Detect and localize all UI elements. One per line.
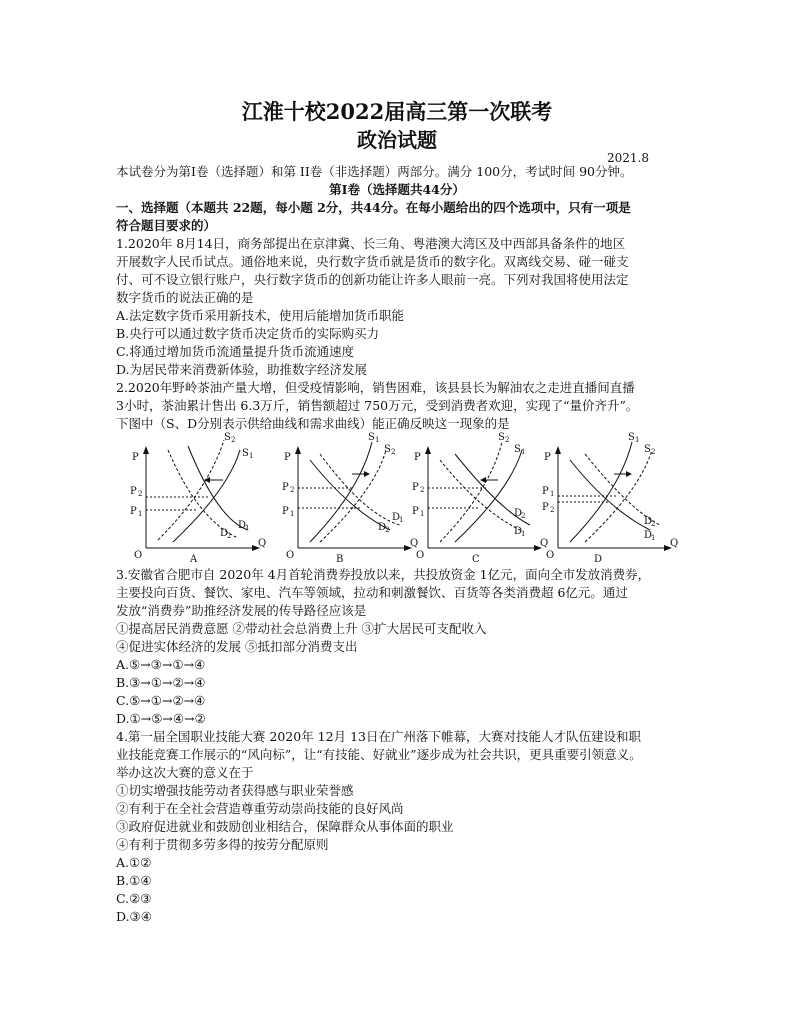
svg-text:1: 1	[249, 452, 254, 460]
svg-text:O: O	[546, 550, 555, 561]
svg-text:1: 1	[550, 490, 555, 498]
svg-text:S: S	[384, 444, 391, 455]
q4-item: ②有利于在全社会营造尊重劳动崇尚技能的良好风尚	[116, 801, 404, 816]
q2-stem: 下图中（S、D分别表示供给曲线和需求曲线）能正确反映这一现象的是	[116, 416, 510, 431]
intro-text: 本试卷分为第Ⅰ卷（选择题）和第 II卷（非选择题）两部分。满分 100分，考试时间 90分钟。	[116, 164, 633, 179]
svg-text:S: S	[498, 432, 505, 443]
q1-option-d: D.为居民带来消费新体验，助推数字经济发展	[116, 362, 368, 377]
q3-option-d: D.①→⑤→④→②	[116, 711, 206, 726]
graph-c	[410, 430, 560, 570]
section-title: 第Ⅰ卷（选择题共44分）	[329, 182, 465, 197]
q1-stem: 数字货币的说法正确的是	[116, 290, 254, 305]
svg-text:2: 2	[231, 436, 236, 444]
svg-text:1: 1	[521, 530, 526, 538]
exam-title: 江淮十校2022届高三第一次联考	[241, 99, 553, 124]
q4-stem: 举办这次大赛的意义在于	[116, 765, 254, 780]
svg-text:P: P	[130, 486, 137, 497]
q4-option-a: A.①②	[116, 855, 152, 870]
svg-text:1: 1	[635, 436, 640, 444]
svg-text:P: P	[284, 452, 291, 463]
q1-option-b: B.央行可以通过数字货币决定货币的实际购买力	[116, 326, 380, 341]
q4-option-c: C.②③	[116, 891, 152, 906]
svg-text:P: P	[412, 506, 419, 517]
q4-option-d: D.③④	[116, 909, 152, 924]
graph-d-letter: D	[594, 554, 603, 565]
svg-text:1: 1	[245, 524, 250, 532]
svg-text:2: 2	[550, 506, 555, 514]
q3-stem: 主要投向百货、餐饮、家电、汽车等领域，拉动和刺激餐饮、百货等各类消费超 6亿元。通过	[116, 585, 628, 600]
svg-text:1: 1	[375, 436, 380, 444]
svg-text:D: D	[644, 530, 653, 541]
q1-stem: 开展数字人民币试点。通俗地来说，央行数字货币就是货币的数字化。双离线交易、碰一碰支	[116, 254, 629, 269]
svg-text:1: 1	[651, 534, 656, 542]
q1-option-c: C.将通过增加货币流通量提升货币流通速度	[116, 344, 355, 359]
exam-subtitle: 政治试题	[357, 128, 437, 152]
graph-a-letter: A	[190, 554, 198, 565]
svg-text:D: D	[378, 522, 387, 533]
svg-text:2: 2	[138, 490, 143, 498]
graph-c-letter: C	[472, 554, 480, 565]
svg-text:P: P	[542, 502, 549, 513]
svg-text:2: 2	[521, 512, 526, 520]
svg-text:1: 1	[420, 510, 425, 518]
q4-option-b: B.①④	[116, 873, 152, 888]
svg-text:P: P	[542, 486, 549, 497]
q3-option-a: A.⑤→③→①→④	[116, 657, 206, 672]
svg-text:P: P	[414, 452, 421, 463]
svg-text:S: S	[368, 432, 375, 443]
svg-text:O: O	[134, 550, 143, 561]
graph-a	[128, 430, 278, 570]
svg-text:D: D	[238, 520, 247, 531]
svg-text:2: 2	[651, 448, 656, 456]
svg-text:S: S	[628, 432, 635, 443]
svg-text:2: 2	[505, 436, 510, 444]
svg-text:1: 1	[290, 510, 295, 518]
graph-b-letter: B	[336, 554, 344, 565]
svg-text:2: 2	[391, 448, 396, 456]
section-instruction: 符合题目要求的）	[116, 218, 217, 233]
svg-text:D: D	[392, 512, 401, 523]
svg-text:D: D	[220, 528, 229, 539]
svg-text:P: P	[282, 482, 289, 493]
q4-item: ③政府促进就业和鼓励创业相结合，保障群众从事体面的职业	[116, 819, 454, 834]
svg-text:Q: Q	[670, 538, 679, 549]
q2-stem: 3小时，茶油累计售出 6.3万斤，销售额超过 750万元，受到消费者欢迎，实现了“量价齐升”。	[116, 398, 639, 413]
svg-text:P: P	[282, 506, 289, 517]
svg-text:1: 1	[521, 448, 526, 456]
graph-b	[280, 430, 430, 570]
q3-option-c: C.⑤→①→②→④	[116, 693, 206, 708]
svg-text:P: P	[130, 506, 137, 517]
svg-text:2: 2	[651, 520, 656, 528]
q4-item: ①切实增强技能劳动者获得感与职业荣誉感	[116, 783, 354, 798]
q4-stem: 4.第一届全国职业技能大赛 2020年 12月 13日在广州落下帷幕，大赛对技能人才队伍建设和职	[116, 729, 641, 744]
q1-option-a: A.法定数字货币采用新技术，使用后能增加货币职能	[116, 308, 405, 323]
svg-text:P: P	[412, 482, 419, 493]
svg-text:Q: Q	[540, 538, 549, 549]
svg-text:S: S	[224, 432, 231, 443]
q3-items: ①提高居民消费意愿 ②带动社会总消费上升 ③扩大居民可支配收入	[116, 621, 487, 636]
q1-stem: 付、可不设立银行账户，央行数字货币的创新功能让许多人眼前一亮。下列对我国将使用法定	[116, 272, 629, 287]
svg-text:1: 1	[399, 516, 404, 524]
q1-stem: 1.2020年 8月14日，商务部提出在京津冀、长三角、粤港澳大湾区及中西部具备条件的地区	[116, 236, 626, 251]
exam-date: 2021.8	[607, 151, 649, 165]
svg-text:O: O	[286, 550, 295, 561]
svg-text:1: 1	[138, 510, 143, 518]
svg-text:S: S	[242, 448, 249, 459]
svg-text:P: P	[132, 452, 139, 463]
svg-text:S: S	[514, 444, 521, 455]
q4-item: ④有利于贯彻多劳多得的按劳分配原则	[116, 837, 329, 852]
svg-text:D: D	[514, 526, 523, 537]
q3-stem: 发放“消费券”助推经济发展的传导路径应该是	[116, 603, 367, 618]
svg-text:O: O	[416, 550, 425, 561]
svg-text:2: 2	[385, 526, 390, 534]
svg-text:Q: Q	[258, 538, 267, 549]
svg-text:D: D	[644, 516, 653, 527]
svg-text:2: 2	[227, 532, 232, 540]
q3-items: ④促进实体经济的发展 ⑤抵扣部分消费支出	[116, 639, 358, 654]
graph-d	[540, 430, 690, 570]
section-instruction: 一、选择题（本题共 22题，每小题 2分，共44分。在每小题给出的四个选项中，只有一项是	[116, 200, 631, 215]
svg-text:D: D	[514, 508, 523, 519]
svg-text:2: 2	[420, 486, 425, 494]
q3-option-b: B.③→①→②→④	[116, 675, 206, 690]
q3-stem: 3.安徽省合肥市自 2020年 4月首轮消费券投放以来，共投放资金 1亿元，面向全市发放消费券，	[116, 567, 651, 582]
svg-text:2: 2	[290, 486, 295, 494]
svg-text:S: S	[644, 444, 651, 455]
q2-stem: 2.2020年野岭茶油产量大增，但受疫情影响，销售困难，该县县长为解油农之走进直播间直播	[116, 380, 635, 395]
svg-text:P: P	[544, 452, 551, 463]
svg-text:Q: Q	[410, 538, 419, 549]
q4-stem: 业技能竞赛工作展示的“风向标”，让“有技能、好就业”逐步成为社会共识，更具重要引领意义。	[116, 747, 642, 762]
